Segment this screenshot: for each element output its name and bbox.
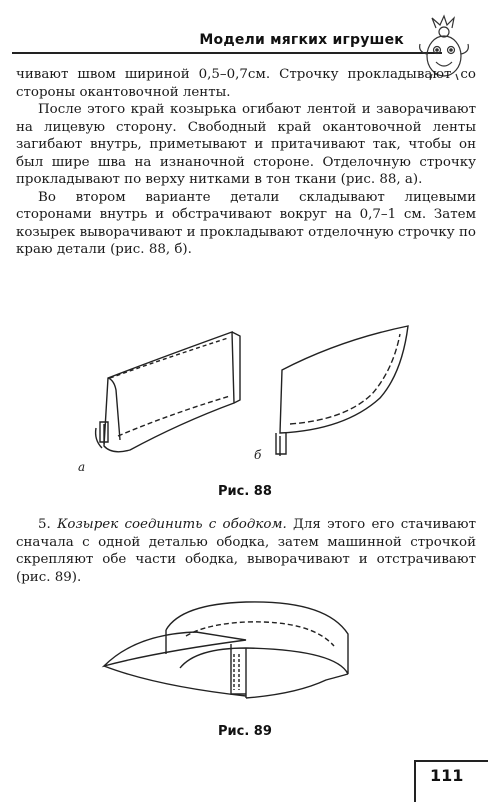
figure-89-drawing (96, 594, 396, 714)
text-block-1 (16, 66, 476, 259)
step-number: 5. (38, 517, 58, 532)
paragraph-1: чивают швом шириной 0,5–0,7см. Строчку прокладывают со стороны окантовочной ленты. (16, 67, 476, 100)
step-title: Козырек соединить с ободком. (57, 517, 287, 532)
figure-88-label-b: б (254, 448, 262, 462)
figure-89-caption: Рис. 89 (218, 724, 272, 739)
running-title: Модели мягких игрушек (199, 32, 404, 48)
paragraph-2: После этого край козырька огибают лентой и заворачивают на лицевую сторону. Свободный край окантовочной ленты загибают внутрь, приметывают и притачивают так, чтобы он был шире шва на изнаночной стороне. Отделочную строчку прокладывают по верху нитками в тон ткани (рис. 88, а). (16, 102, 476, 187)
step-text: Для этого его стачивают сначала с одной деталью ободка, затем машинной строчкой скрепляют обе части ободка, выворачивают и отстрачивают (рис. 89). (16, 517, 476, 585)
paragraph-3: Во втором варианте детали складывают лицевыми сторонами внутрь и обстрачивают вокруг на 0,7–1 см. Затем козырек выворачивают и прокладывают отделочную строчку по краю детали (рис. 88, б). (16, 189, 476, 257)
page-header (12, 18, 474, 58)
figure-88-label-a: а (78, 460, 86, 474)
header-rule (12, 52, 442, 54)
page-number: 111 (430, 766, 464, 785)
paragraph-4 (16, 516, 476, 586)
text-block-2 (16, 516, 476, 586)
figure-88-caption: Рис. 88 (218, 484, 272, 499)
